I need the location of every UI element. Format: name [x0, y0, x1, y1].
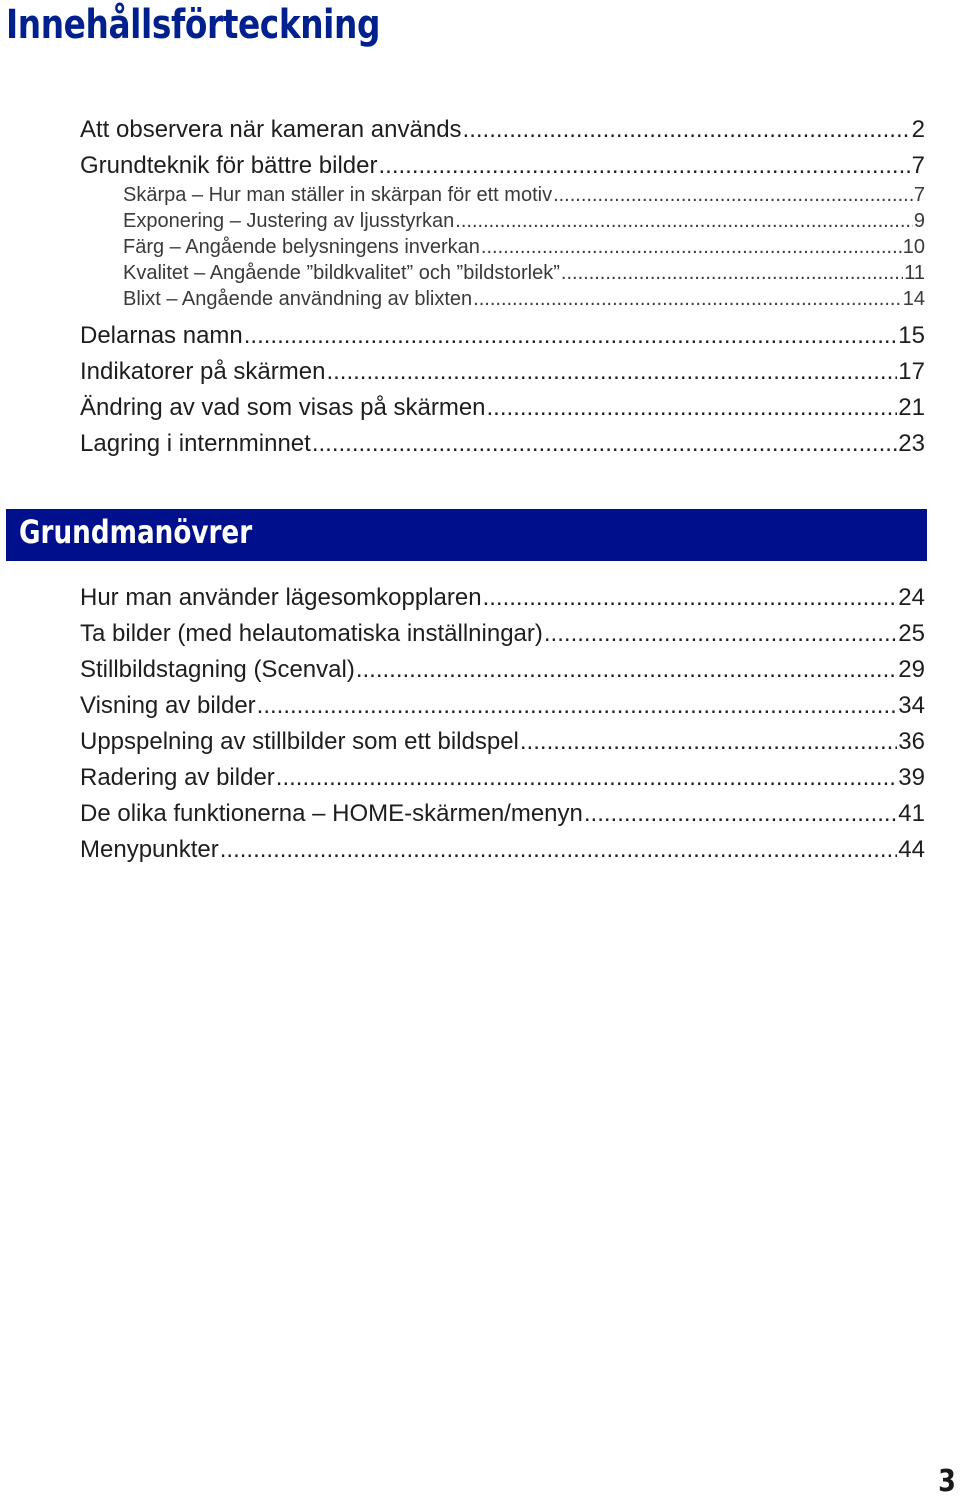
toc-entry-label: Radering av bilder [80, 764, 275, 791]
toc-entry-label: Blixt – Angående användning av blixten [123, 288, 473, 310]
toc-subentry[interactable] [80, 236, 925, 262]
section-toc-list [80, 584, 925, 872]
toc-entry-page: 24 [898, 584, 925, 611]
toc-entry-page: 34 [898, 692, 925, 719]
toc-entry-label: Visning av bilder [80, 692, 256, 719]
toc-entry-page: 2 [911, 116, 925, 143]
toc-entry-label: Delarnas namn [80, 322, 243, 349]
toc-entry[interactable] [80, 836, 925, 872]
toc-entry-label: Färg – Angående belysningens inverkan [123, 236, 480, 258]
toc-leader [220, 836, 898, 864]
toc-subentry[interactable] [80, 184, 925, 210]
toc-entry-page: 7 [911, 152, 925, 179]
toc-leader [520, 728, 897, 756]
toc-entry-page: 41 [898, 800, 925, 827]
toc-leader [378, 152, 910, 180]
toc-leader [455, 210, 913, 233]
toc-entry[interactable] [80, 152, 925, 188]
toc-entry-page: 11 [904, 262, 925, 284]
toc-entry-label: Stillbildstagning (Scenval) [80, 656, 355, 683]
toc-entry-label: Menypunkter [80, 836, 219, 863]
toc-leader [356, 656, 897, 684]
toc-entry[interactable] [80, 764, 925, 800]
toc-entry[interactable] [80, 800, 925, 836]
toc-leader [561, 262, 903, 285]
toc-leader [312, 430, 897, 458]
toc-entry-page: 10 [902, 236, 925, 258]
toc-leader [481, 236, 902, 259]
toc-entry[interactable] [80, 322, 925, 358]
toc-entry-label: Skärpa – Hur man ställer in skärpan för ett motiv [123, 184, 553, 206]
toc-entry-page: 23 [898, 430, 925, 457]
toc-leader [553, 184, 913, 207]
toc-entry[interactable] [80, 358, 925, 394]
toc-leader [257, 692, 898, 720]
toc-leader [483, 584, 898, 612]
toc-entry-label: Indikatorer på skärmen [80, 358, 326, 385]
toc-entry[interactable] [80, 430, 925, 466]
toc-entry-label: Exponering – Justering av ljusstyrkan [123, 210, 455, 232]
toc-list [80, 116, 925, 466]
toc-entry-label: Uppspelning av stillbilder som ett bildspel [80, 728, 519, 755]
toc-leader [487, 394, 898, 422]
toc-leader [244, 322, 898, 350]
toc-subentry[interactable] [80, 288, 925, 314]
toc-entry-page: 29 [898, 656, 925, 683]
page-title: Innehållsförteckning [6, 2, 381, 48]
toc-subentry[interactable] [80, 262, 925, 288]
toc-entry-page: 14 [902, 288, 925, 310]
toc-entry-page: 7 [913, 184, 925, 206]
toc-entry[interactable] [80, 116, 925, 152]
toc-entry-label: De olika funktionerna – HOME-skärmen/menyn [80, 800, 583, 827]
toc-entry-page: 36 [898, 728, 925, 755]
toc-entry-label: Ändring av vad som visas på skärmen [80, 394, 486, 421]
toc-entry-label: Grundteknik för bättre bilder [80, 152, 378, 179]
toc-entry[interactable] [80, 656, 925, 692]
toc-entry-page: 44 [898, 836, 925, 863]
toc-leader [463, 116, 911, 144]
toc-entry[interactable] [80, 620, 925, 656]
toc-leader [584, 800, 897, 828]
toc-entry-page: 39 [898, 764, 925, 791]
toc-entry-label: Hur man använder lägesomkopplaren [80, 584, 482, 611]
toc-entry-page: 17 [898, 358, 925, 385]
section-header-band [6, 509, 927, 561]
toc-leader [473, 288, 902, 311]
toc-subentry[interactable] [80, 210, 925, 236]
toc-entry-page: 21 [898, 394, 925, 421]
toc-entry-label: Att observera när kameran används [80, 116, 462, 143]
toc-entry[interactable] [80, 692, 925, 728]
page-number: 3 [938, 1464, 956, 1499]
toc-leader [326, 358, 897, 386]
toc-entry-page: 15 [898, 322, 925, 349]
toc-leader [544, 620, 897, 648]
toc-entry-label: Ta bilder (med helautomatiska inställningar) [80, 620, 543, 647]
toc-entry-page: 9 [913, 210, 925, 232]
toc-entry[interactable] [80, 728, 925, 764]
toc-entry-page: 25 [898, 620, 925, 647]
toc-entry-label: Kvalitet – Angående ”bildkvalitet” och ”bildstorlek” [123, 262, 560, 284]
toc-entry[interactable] [80, 394, 925, 430]
toc-entry[interactable] [80, 584, 925, 620]
toc-leader [276, 764, 898, 792]
toc-entry-label: Lagring i internminnet [80, 430, 311, 457]
section-title: Grundmanövrer [19, 513, 253, 551]
